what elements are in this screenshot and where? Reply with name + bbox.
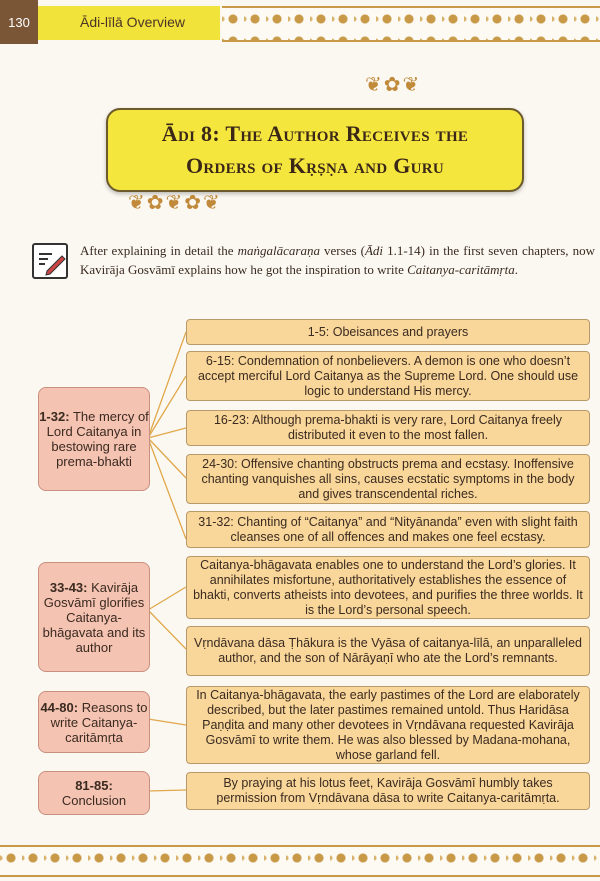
connector-8 — [148, 719, 186, 725]
detail-box: In Caitanya-bhāgavata, the early pastimes of the Lord are elaborately described, but the later pastimes remained untold. Thus Haridāsa Paṇḍita and many other devotees in Vṛndāvana requested Kavirāja Gosvāmī to write them. He was also blessed by Madana-mohana, whose garland fell. — [186, 686, 590, 764]
range-label: 44-80: — [40, 699, 79, 715]
flourish-ornament-bottom: ❦✿❦✿❦ — [128, 192, 222, 214]
title-line-1: Ādi 8: The Author Receives the — [161, 121, 469, 146]
range-label: 81-85: — [75, 778, 113, 793]
section-box-44-80 — [38, 691, 150, 753]
connector-3 — [148, 428, 186, 438]
header-ornament — [222, 6, 600, 42]
detail-box: 31-32: Chanting of “Caitanya” and “Nityānanda” even with slight faith cleanses one of all offences and makes one feel ecstasy. — [186, 511, 590, 548]
connector-4 — [148, 438, 186, 478]
connector-6 — [148, 587, 186, 610]
section-box-1-32 — [38, 387, 150, 491]
detail-box: 24-30: Offensive chanting obstructs prema and ecstasy. Inoffensive chanting vanquishes all sins, causes ecstatic symptoms in the body and gives transcendental riches. — [186, 454, 590, 504]
chapter-title — [106, 108, 524, 192]
detail-box: 1-5: Obeisances and prayers — [186, 319, 590, 345]
range-label: 33-43: — [49, 579, 88, 595]
note-pencil-icon — [32, 243, 68, 279]
page-number: 130 — [0, 0, 38, 44]
detail-box: Vṛndāvana dāsa Ṭhākura is the Vyāsa of caitanya-līlā, an unparalleled author, and the son of Nārāyaṇī who ate the Lord’s remnants. — [186, 626, 590, 676]
section-label: Kavirāja Gosvāmī glorifies Caitanya-bhāgavata and its author — [42, 579, 146, 655]
connector-1 — [148, 332, 186, 438]
detail-box: By praying at his lotus feet, Kavirāja Gosvāmī humbly takes permission from Vṛndāvana dāsa to write Caitanya-caritāmṛta. — [186, 772, 590, 810]
section-label: Conclusion — [61, 793, 127, 808]
connector-5 — [148, 438, 186, 539]
connector-7 — [148, 610, 186, 649]
section-box-81-85 — [38, 771, 150, 815]
footer-ornament — [0, 845, 600, 877]
section-box-33-43 — [38, 562, 150, 672]
section-label: The mercy of Lord Caitanya in bestowing rare prema-bhakti — [46, 409, 149, 469]
connector-9 — [148, 790, 186, 791]
running-header: Ādi-līlā Overview — [80, 14, 186, 30]
connector-2 — [148, 376, 186, 438]
title-line-2: Orders of Kṛṣṇa and Guru — [185, 153, 445, 178]
detail-box: Caitanya-bhāgavata enables one to understand the Lord’s glories. It annihilates misfortune, authoritatively establishes the essence of bhakti, converts atheists into devotees, and purifies the three worlds. It is the Lord’s personal speech. — [186, 556, 590, 619]
range-label: 1-32: — [39, 409, 70, 424]
detail-box: 6-15: Condemnation of nonbelievers. A demon is one who doesn’t accept merciful Lord Caitanya as the Supreme Lord. One should use logic to understand His mercy. — [186, 351, 590, 401]
intro-paragraph: After explaining in detail the maṅgalācaraṇa verses (Ādi 1.1-14) in the first seven chapters, now Kavirāja Gosvāmī explains how he got the inspiration to write Caitanya-caritāmṛta. — [80, 243, 595, 277]
section-label: Reasons to write Caitanya-caritāmṛta — [50, 699, 148, 745]
flourish-ornament-top: ❦✿❦ — [365, 74, 422, 96]
detail-box: 16-23: Although prema-bhakti is very rare, Lord Caitanya freely distributed it even to the most fallen. — [186, 410, 590, 446]
